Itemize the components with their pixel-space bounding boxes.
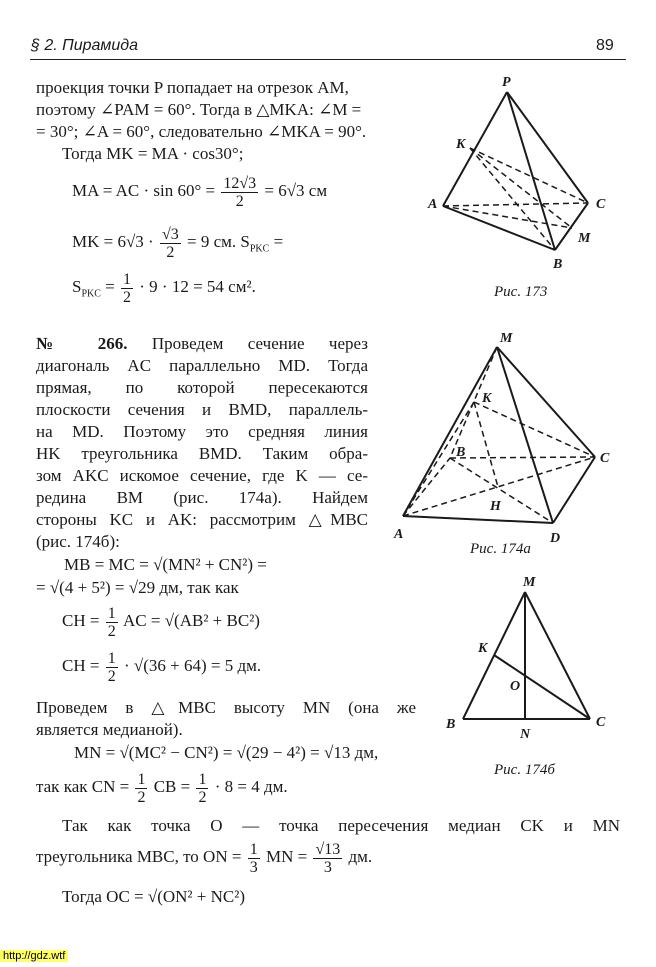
vertex-label: K bbox=[482, 391, 492, 406]
vertex-label: M bbox=[500, 331, 513, 346]
vertex-label: C bbox=[596, 715, 606, 730]
equation-mb2: = √(4 + 5²) = √29 дм, так как bbox=[36, 578, 239, 597]
vertex-label: C bbox=[596, 197, 606, 212]
vertex-label: B bbox=[456, 445, 466, 460]
problem-266-line: стороны KC и AK: рассмотрим △MBC bbox=[36, 510, 368, 529]
vertex-label: M bbox=[523, 575, 536, 590]
problem-number: № 266. bbox=[36, 334, 128, 353]
problem-266-line: зом AKC искомое сечение, где K — се- bbox=[36, 466, 368, 485]
equation-spkc: $S_{PKC}$ = $\frac{1}{2}$ · 9 · 12 = 54 см². bbox=[72, 270, 256, 306]
vertex-label: A bbox=[394, 527, 404, 542]
vertex-label: K bbox=[478, 641, 488, 656]
text-line: Проведем в △MBC высоту MN (она же bbox=[36, 698, 416, 717]
equation-mk: MK = 6√3 · $\frac{√3}{2}$ = 9 см. $S_{PKC}$ = bbox=[72, 225, 284, 261]
problem-266-line: редина BM (рис. 174а). Найдем bbox=[36, 488, 368, 507]
vertex-label: A bbox=[428, 197, 438, 212]
figure-caption: Рис. 174б bbox=[494, 762, 555, 778]
vertex-label: H bbox=[490, 499, 501, 514]
text-line: проекция точки P попадает на отрезок AM, bbox=[36, 78, 349, 97]
watermark-link[interactable]: http://gdz.wtf bbox=[0, 950, 68, 962]
text-line: является медианой). bbox=[36, 720, 183, 739]
equation-ch1: CH = $\frac{1}{2}$ AC = √(AB² + BC²) bbox=[62, 604, 260, 640]
equation-oc: Тогда OC = √(ON² + NC²) bbox=[62, 887, 245, 906]
problem-266-line: на MD. Поэтому это средняя линия bbox=[36, 422, 368, 441]
page-number: 89 bbox=[596, 37, 614, 54]
problem-266-line: № 266. Проведем сечение через bbox=[36, 334, 368, 353]
text-line: = 30°; ∠A = 60°, следовательно ∠MKA = 90°. bbox=[36, 122, 367, 141]
equation-mn: MN = √(MC² − CN²) = √(29 − 4²) = √13 дм, bbox=[74, 743, 379, 762]
problem-266-line: HK треугольника BMD. Таким обра- bbox=[36, 444, 368, 463]
problem-266-line: (рис. 174б): bbox=[36, 532, 120, 551]
problem-266-line: плоскости сечения и BMD, параллель- bbox=[36, 400, 368, 419]
figure-caption: Рис. 174а bbox=[470, 541, 531, 557]
figure-174b bbox=[430, 570, 620, 750]
equation-on: треугольника MBC, то ON = $\frac{1}{3}$ MN = $\frac{√13}{3}$ дм. bbox=[36, 840, 373, 876]
equation-mb: MB = MC = √(MN² + CN²) = bbox=[64, 555, 267, 574]
problem-266-line: диагональ AC параллельно MD. Тогда bbox=[36, 356, 368, 375]
text-line: поэтому ∠PAM = 60°. Тогда в △MKA: ∠M = bbox=[36, 100, 362, 119]
equation-cn: так как CN = $\frac{1}{2}$ CB = $\frac{1}{2}$ · 8 = 4 дм. bbox=[36, 770, 288, 806]
equation-ch2: CH = $\frac{1}{2}$ · √(36 + 64) = 5 дм. bbox=[62, 649, 262, 685]
section-title: § 2. Пирамида bbox=[31, 37, 139, 54]
vertex-label: M bbox=[578, 231, 591, 246]
vertex-label: B bbox=[446, 717, 456, 732]
text-line: Так как точка O — точка пересечения медиан CK и MN bbox=[62, 816, 620, 835]
figure-174a bbox=[390, 330, 620, 550]
vertex-label: P bbox=[502, 75, 511, 90]
problem-266-line: прямая, по которой пересекаются bbox=[36, 378, 368, 397]
text-line: Тогда MK = MA · cos30°; bbox=[62, 144, 244, 163]
vertex-label: D bbox=[550, 531, 561, 546]
vertex-label: C bbox=[600, 451, 610, 466]
figure-caption: Рис. 173 bbox=[494, 284, 548, 300]
figure-173 bbox=[420, 70, 620, 300]
vertex-label: K bbox=[456, 137, 466, 152]
header-rule bbox=[30, 59, 626, 60]
equation-ma: MA = AC · sin 60° = $\frac{12√3}{2}$ = 6√3 см bbox=[72, 174, 328, 210]
vertex-label: O bbox=[510, 679, 521, 694]
vertex-label: B bbox=[553, 257, 563, 272]
vertex-label: N bbox=[520, 727, 531, 742]
